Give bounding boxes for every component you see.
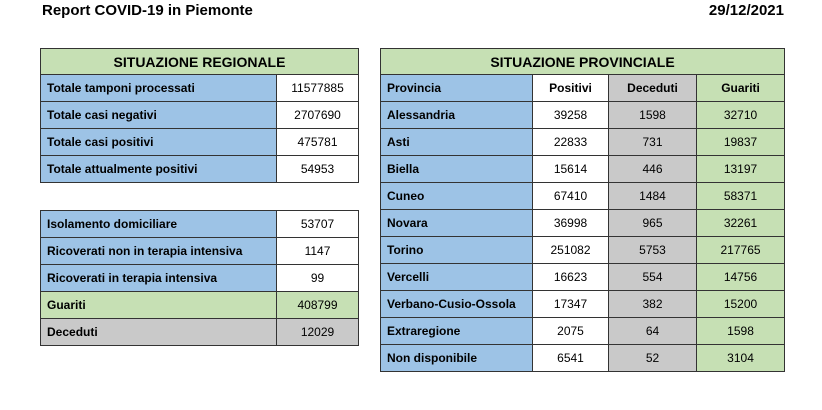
deceduti-value: 52: [609, 345, 697, 372]
row-label: Deceduti: [41, 319, 277, 346]
guariti-value: 3104: [697, 345, 785, 372]
row-value: 475781: [277, 129, 359, 156]
row-value: 2707690: [277, 102, 359, 129]
regional-details-table: [40, 210, 359, 346]
guariti-value: 32710: [697, 102, 785, 129]
deceduti-value: 446: [609, 156, 697, 183]
regional-summary-table: [40, 48, 359, 183]
row-label: Ricoverati in terapia intensiva: [41, 265, 277, 292]
deceduti-value: 382: [609, 291, 697, 318]
positivi-value: 2075: [533, 318, 609, 345]
guariti-value: 217765: [697, 237, 785, 264]
positivi-value: 251082: [533, 237, 609, 264]
guariti-value: 1598: [697, 318, 785, 345]
province-name: Torino: [381, 237, 533, 264]
column-header-guariti: Guariti: [697, 75, 785, 102]
row-label: Totale casi positivi: [41, 129, 277, 156]
province-name: Alessandria: [381, 102, 533, 129]
guariti-value: 32261: [697, 210, 785, 237]
table-row: [41, 319, 359, 346]
province-name: Extraregione: [381, 318, 533, 345]
provincial-table: [380, 48, 785, 372]
row-label: Guariti: [41, 292, 277, 319]
table-row: [381, 129, 785, 156]
positivi-value: 6541: [533, 345, 609, 372]
table-row: [381, 237, 785, 264]
column-header-positivi: Positivi: [533, 75, 609, 102]
row-value: 1147: [277, 238, 359, 265]
table-row: [381, 264, 785, 291]
province-name: Verbano-Cusio-Ossola: [381, 291, 533, 318]
row-label: Totale attualmente positivi: [41, 156, 277, 183]
table-row: [41, 292, 359, 319]
positivi-value: 15614: [533, 156, 609, 183]
deceduti-value: 64: [609, 318, 697, 345]
guariti-value: 14756: [697, 264, 785, 291]
report-date: 29/12/2021: [708, 2, 784, 19]
deceduti-value: 554: [609, 264, 697, 291]
positivi-value: 67410: [533, 183, 609, 210]
table-row: [41, 265, 359, 292]
row-label: Totale tamponi processati: [41, 75, 277, 102]
row-label: Isolamento domiciliare: [41, 211, 277, 238]
table-row: [41, 211, 359, 238]
table-row: [381, 156, 785, 183]
column-header-provincia: Provincia: [381, 75, 533, 102]
deceduti-value: 1598: [609, 102, 697, 129]
column-header-deceduti: Deceduti: [609, 75, 697, 102]
guariti-value: 13197: [697, 156, 785, 183]
row-value: 408799: [277, 292, 359, 319]
province-name: Novara: [381, 210, 533, 237]
province-name: Asti: [381, 129, 533, 156]
province-name: Vercelli: [381, 264, 533, 291]
deceduti-value: 1484: [609, 183, 697, 210]
row-value: 53707: [277, 211, 359, 238]
row-value: 54953: [277, 156, 359, 183]
guariti-value: 15200: [697, 291, 785, 318]
row-value: 11577885: [277, 75, 359, 102]
table-row: [381, 183, 785, 210]
positivi-value: 16623: [533, 264, 609, 291]
row-label: Ricoverati non in terapia intensiva: [41, 238, 277, 265]
table-row: [41, 156, 359, 183]
positivi-value: 22833: [533, 129, 609, 156]
table-row: [381, 291, 785, 318]
positivi-value: 17347: [533, 291, 609, 318]
regional-title: SITUAZIONE REGIONALE: [41, 49, 359, 75]
table-row: [41, 129, 359, 156]
positivi-value: 39258: [533, 102, 609, 129]
table-row: [381, 345, 785, 372]
row-value: 12029: [277, 319, 359, 346]
table-row: [381, 102, 785, 129]
guariti-value: 58371: [697, 183, 785, 210]
table-header-row: [381, 75, 785, 102]
table-row: [381, 318, 785, 345]
report-title: Report COVID-19 in Piemonte: [42, 2, 253, 19]
table-row: [381, 210, 785, 237]
deceduti-value: 5753: [609, 237, 697, 264]
province-name: Non disponibile: [381, 345, 533, 372]
row-value: 99: [277, 265, 359, 292]
table-row: [41, 102, 359, 129]
table-row: [41, 75, 359, 102]
deceduti-value: 965: [609, 210, 697, 237]
province-name: Cuneo: [381, 183, 533, 210]
province-name: Biella: [381, 156, 533, 183]
row-label: Totale casi negativi: [41, 102, 277, 129]
table-row: [41, 238, 359, 265]
positivi-value: 36998: [533, 210, 609, 237]
provincial-title: SITUAZIONE PROVINCIALE: [381, 49, 785, 75]
deceduti-value: 731: [609, 129, 697, 156]
guariti-value: 19837: [697, 129, 785, 156]
